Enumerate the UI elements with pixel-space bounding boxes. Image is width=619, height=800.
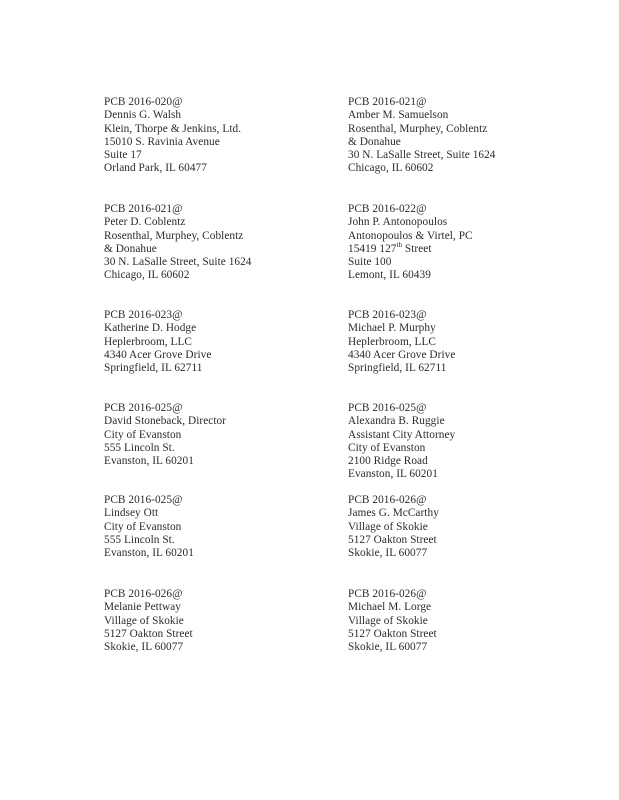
- service-entry: [348, 203, 578, 283]
- docket-number: PCB 2016-026@: [348, 588, 427, 600]
- address-line: 5127 Oakton Street: [104, 627, 193, 640]
- docket-number: PCB 2016-023@: [104, 309, 183, 321]
- address-line: 30 N. LaSalle Street, Suite 1624: [348, 149, 496, 162]
- city-state-zip: Evanston, IL 60201: [104, 455, 194, 468]
- organization: Rosenthal, Murphey, Coblentz: [348, 122, 488, 135]
- service-entry: [348, 309, 578, 375]
- service-entry: [348, 494, 578, 560]
- docket-number: PCB 2016-022@: [348, 203, 427, 215]
- city-state-zip: Skokie, IL 60077: [348, 641, 428, 654]
- address-line: 15010 S. Ravinia Avenue: [104, 135, 220, 148]
- docket-number: PCB 2016-021@: [348, 96, 427, 108]
- service-entry: [104, 588, 334, 654]
- organization: Village of Skokie: [104, 614, 184, 627]
- organization: Rosenthal, Murphey, Coblentz: [104, 229, 244, 242]
- city-state-zip: Chicago, IL 60602: [104, 269, 190, 282]
- city-state-zip: Springfield, IL 62711: [348, 362, 447, 375]
- organization-continued: & Donahue: [104, 242, 157, 255]
- docket-number: PCB 2016-020@: [104, 96, 183, 108]
- address-line: 5127 Oakton Street: [348, 533, 437, 546]
- recipient-name: Melanie Pettway: [104, 601, 181, 614]
- organization: Village of Skokie: [348, 614, 428, 627]
- docket-number: PCB 2016-025@: [348, 402, 427, 414]
- recipient-name: James G. McCarthy: [348, 507, 439, 520]
- city-state-zip: Orland Park, IL 60477: [104, 162, 207, 175]
- service-entry: [104, 494, 334, 560]
- recipient-name: David Stoneback, Director: [104, 415, 227, 428]
- address-line-superscript: 15419 127th Street: [348, 241, 432, 255]
- recipient-name: Katherine D. Hodge: [104, 322, 197, 335]
- docket-number: PCB 2016-021@: [104, 203, 183, 215]
- city-state-zip: Chicago, IL 60602: [348, 162, 434, 175]
- city-state-zip: Evanston, IL 60201: [348, 468, 438, 481]
- organization: Klein, Thorpe & Jenkins, Ltd.: [104, 122, 242, 135]
- address-line: Suite 100: [348, 256, 392, 269]
- service-entry: [348, 588, 578, 654]
- address-line: 5127 Oakton Street: [348, 627, 437, 640]
- recipient-name: Peter D. Coblentz: [104, 216, 186, 229]
- organization: Heplerbroom, LLC: [104, 335, 193, 348]
- address-line: 4340 Acer Grove Drive: [104, 348, 212, 361]
- service-entry: [104, 203, 334, 283]
- recipient-name: Lindsey Ott: [104, 507, 159, 520]
- recipient-name: Amber M. Samuelson: [348, 109, 449, 122]
- organization-continued: & Donahue: [348, 135, 401, 148]
- recipient-name: John P. Antonopoulos: [348, 216, 448, 229]
- organization: City of Evanston: [104, 428, 182, 441]
- docket-number: PCB 2016-023@: [348, 309, 427, 321]
- service-entry: [348, 402, 578, 482]
- city-state-zip: Lemont, IL 60439: [348, 269, 431, 282]
- city-state-zip: Skokie, IL 60077: [104, 641, 184, 654]
- city-state-zip: Springfield, IL 62711: [104, 362, 203, 375]
- organization: City of Evanston: [348, 441, 426, 454]
- organization: Village of Skokie: [348, 520, 428, 533]
- organization: City of Evanston: [104, 520, 182, 533]
- docket-number: PCB 2016-025@: [104, 402, 183, 414]
- recipient-title: Assistant City Attorney: [348, 428, 456, 441]
- recipient-name: Alexandra B. Ruggie: [348, 415, 445, 428]
- address-line: 2100 Ridge Road: [348, 455, 428, 468]
- organization: Heplerbroom, LLC: [348, 335, 437, 348]
- service-entry: [104, 96, 334, 176]
- recipient-name: Michael M. Lorge: [348, 601, 432, 614]
- address-line: 30 N. LaSalle Street, Suite 1624: [104, 256, 252, 269]
- service-entry: [104, 402, 334, 468]
- address-line: Suite 17: [104, 149, 142, 162]
- address-line: 555 Lincoln St.: [104, 441, 175, 454]
- docket-number: PCB 2016-026@: [348, 494, 427, 506]
- service-entry: [348, 96, 578, 176]
- city-state-zip: Evanston, IL 60201: [104, 547, 194, 560]
- service-entry: [104, 309, 334, 375]
- address-line: 4340 Acer Grove Drive: [348, 348, 456, 361]
- recipient-name: Michael P. Murphy: [348, 322, 436, 335]
- docket-number: PCB 2016-025@: [104, 494, 183, 506]
- docket-number: PCB 2016-026@: [104, 588, 183, 600]
- city-state-zip: Skokie, IL 60077: [348, 547, 428, 560]
- address-line: 555 Lincoln St.: [104, 533, 175, 546]
- recipient-name: Dennis G. Walsh: [104, 109, 182, 122]
- organization: Antonopoulos & Virtel, PC: [348, 229, 473, 242]
